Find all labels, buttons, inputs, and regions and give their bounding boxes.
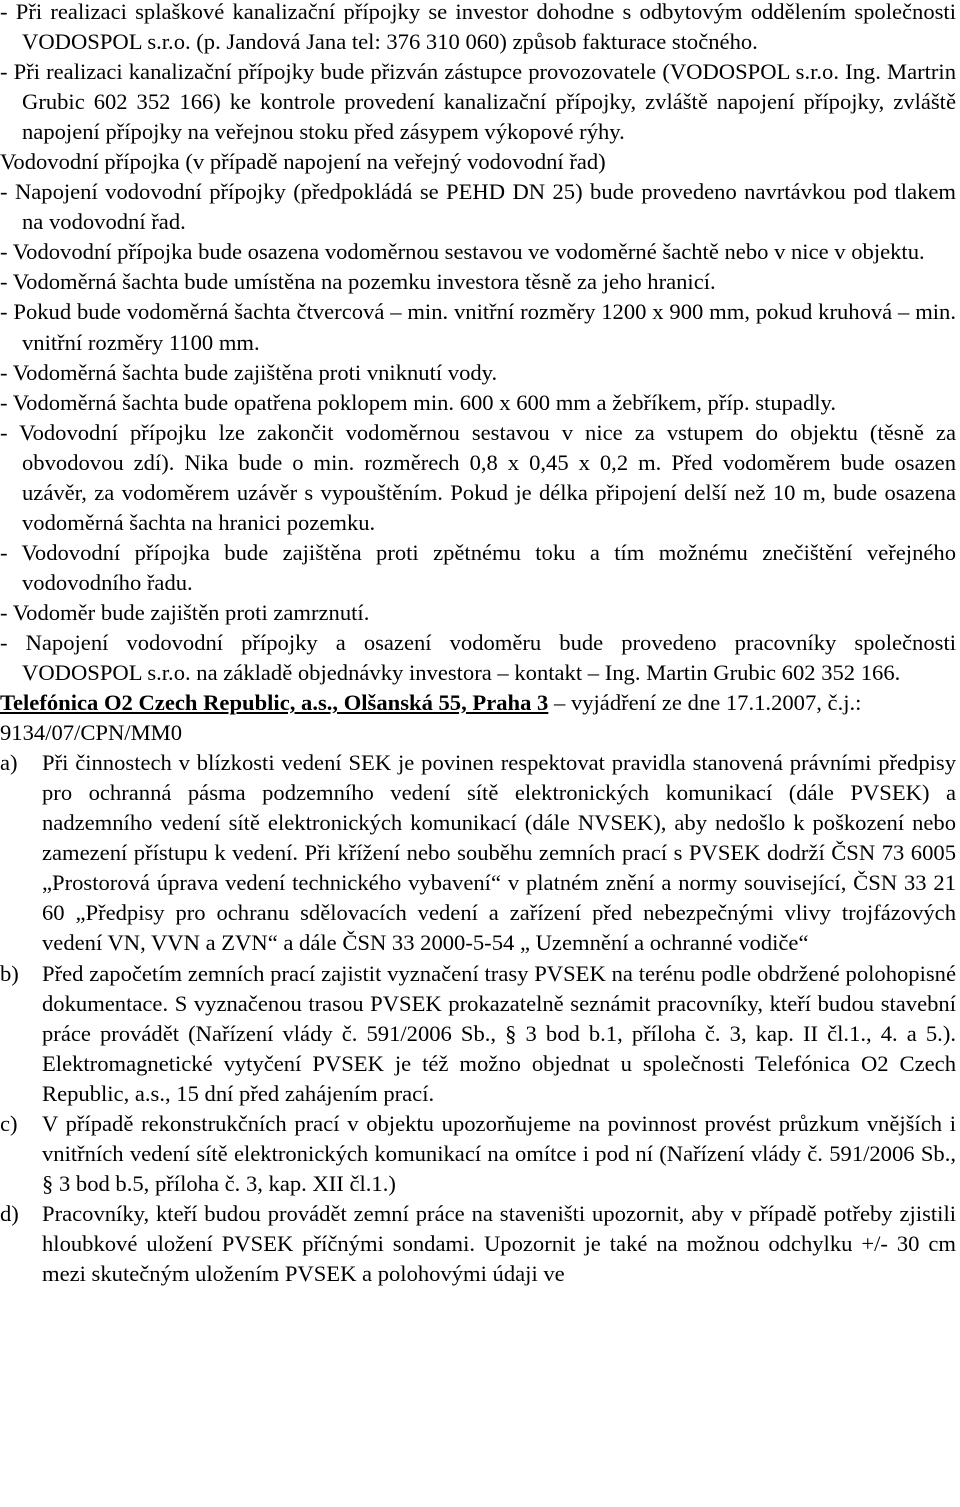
telefonica-list	[0, 748, 956, 1289]
telefonica-item-d	[0, 1199, 956, 1289]
telefonica-company-name: Telefónica O2 Czech Republic, a.s., Olšanská 55, Praha 3	[0, 690, 549, 716]
water-item: - Pokud bude vodoměrná šachta čtvercová – min. vnitřní rozměry 1200 x 900 mm, pokud kruhová – min. vnitřní rozměry 1100 mm.	[0, 299, 956, 355]
telefonica-item-a	[0, 748, 956, 958]
water-item: - Napojení vodovodní přípojky (předpokládá se PEHD DN 25) bude provedeno navrtávkou pod tlakem na vodovodní řad.	[0, 179, 956, 235]
telefonica-heading	[0, 688, 956, 748]
paragraph-sewer-inspection: - Při realizaci kanalizační přípojky bude přizván zástupce provozovatele (VODOSPOL s.r.o. Ing. Martrin Grubic 602 352 166) ke kontrole provedení kanalizační přípojky, zvláště napojení přípojky, zvláště napojení přípojky na veřejnou stoku před zásypem výkopové rýhy.	[0, 59, 956, 145]
water-item: - Vodoměrná šachta bude umístěna na pozemku investora těsně za jeho hranicí.	[0, 269, 716, 295]
item-letter: b)	[0, 960, 19, 986]
item-text: Pracovníky, kteří budou provádět zemní práce na staveništi upozornit, aby v případě potřeby zjistili hloubkové uložení PVSEK příčnými sondami. Upozornit je také na možnou odchylku +/- 30 cm mezi skutečným uložením PVSEK a polohovými údaji ve	[42, 1200, 956, 1286]
water-item: - Vodovodní přípojka bude osazena vodoměrnou sestavou ve vodoměrné šachtě nebo v nice v objektu.	[0, 239, 925, 265]
water-section-title: Vodovodní přípojka (v případě napojení na veřejný vodovodní řad)	[0, 149, 606, 175]
water-section-list	[0, 177, 956, 688]
water-item: - Vodoměrná šachta bude zajištěna proti vniknutí vody.	[0, 359, 498, 385]
water-item: - Vodovodní přípojku lze zakončit vodoměrnou sestavou v nice za vstupem do objektu (těsně za obvodovou zdí). Nika bude o min. rozměrech 0,8 x 0,45 x 0,2 m. Před vodoměrem bude osazen uzávěr, za vodoměrem uzávěr s vypouštěním. Pokud je délka připojení delší než 10 m, bude osazena vodoměrná šachta na hranici pozemku.	[0, 419, 956, 535]
item-text: V případě rekonstrukčních prací v objektu upozorňujeme na povinnost provést průzkum vnějších i vnitřních vedení sítě elektronických komunikací na omítce i pod ní (Nařízení vlády č. 591/2006 Sb., § 3 bod b.5, příloha č. 3, kap. XII čl.1.)	[42, 1110, 956, 1196]
item-text: Před započetím zemních prací zajistit vyznačení trasy PVSEK na terénu podle obdržené polohopisné dokumentace. S vyznačenou trasou PVSEK prokazatelně seznámit pracovníky, kteří budou stavební práce provádět (Nařízení vlády č. 591/2006 Sb., § 3 bod b.1, příloha č. 3, kap. II čl.1., 4. a 5.). Elektromagnetické vytyčení PVSEK je též možno objednat u společnosti Telefónica O2 Czech Republic, a.s., 15 dní před zahájením prací.	[42, 960, 956, 1106]
water-item: - Vodovodní přípojka bude zajištěna proti zpětnému toku a tím možnému znečištění veřejného vodovodního řadu.	[0, 539, 956, 595]
item-letter: c)	[0, 1110, 18, 1136]
item-letter: d)	[0, 1200, 19, 1226]
water-item: - Vodoměrná šachta bude opatřena poklopem min. 600 x 600 mm a žebříkem, příp. stupadly.	[0, 389, 836, 415]
telefonica-item-c	[0, 1109, 956, 1199]
telefonica-reference: – vyjádření ze dne 17.1.2007, č.j.: 9134/07/CPN/MM0	[0, 690, 862, 746]
water-item: - Napojení vodovodní přípojky a osazení vodoměru bude provedeno pracovníky společnosti VODOSPOL s.r.o. na základě objednávky investora – kontakt – Ing. Martin Grubic 602 352 166.	[0, 629, 956, 686]
water-item: - Vodoměr bude zajištěn proti zamrznutí.	[0, 599, 370, 625]
item-letter: a)	[0, 750, 18, 776]
paragraph-billing: - Při realizaci splaškové kanalizační přípojky se investor dohodne s odbytovým oddělením společnosti VODOSPOL s.r.o. (p. Jandová Jana tel: 376 310 060) způsob fakturace stočného.	[0, 0, 956, 55]
item-text: Při činnostech v blízkosti vedení SEK je povinen respektovat pravidla stanovená právními předpisy pro ochranná pásma podzemního vedení sítě elektronických komunikací (dále PVSEK) a nadzemního vedení sítě elektronických komunikací (dále NVSEK), aby nedošlo k poškození nebo zamezení přístupu k vedení. Při křížení nebo souběhu zemních prací s PVSEK dodrží ČSN 73 6005 „Prostorová úprava vedení technického vybavení“ v platném znění a normy související, ČSN 33 21 60 „Předpisy pro ochranu sdělovacích vedení a zařízení před nebezpečnými vlivy trojfázových vedení VN, VVN a ZVN“ a dále ČSN 33 2000-5-54 „ Uzemnění a ochranné vodiče“	[42, 750, 956, 956]
telefonica-item-b	[0, 959, 956, 1109]
